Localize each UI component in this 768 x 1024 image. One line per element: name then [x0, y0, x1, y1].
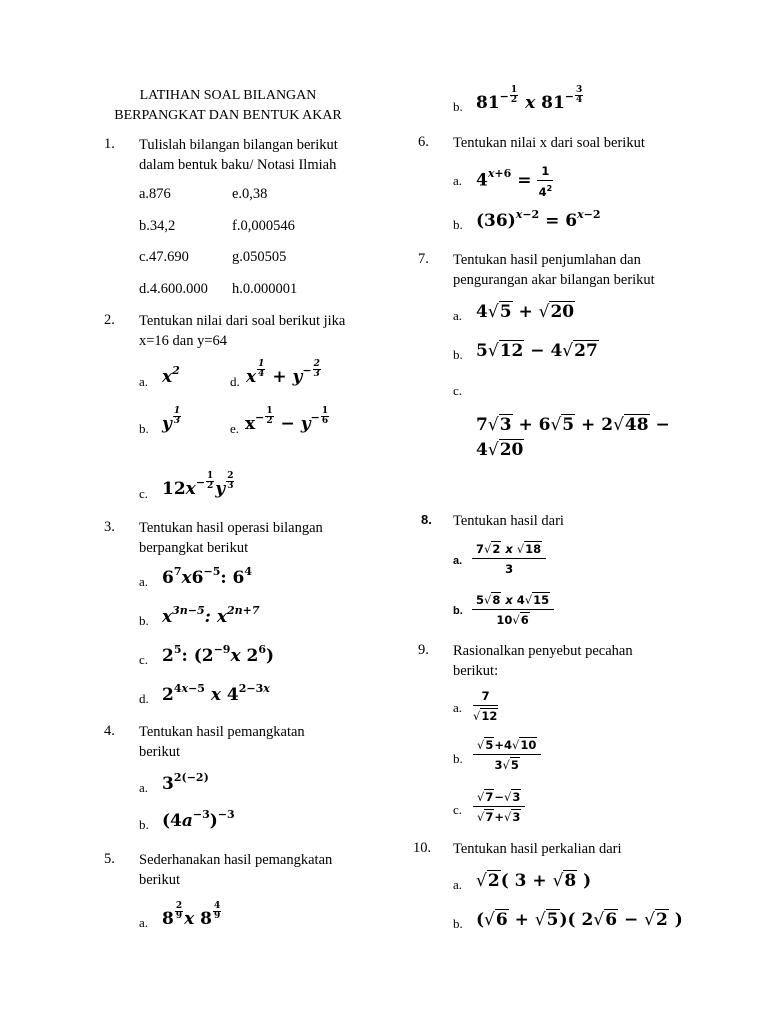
q8-expr-a: $\frac{7√2 x √18}{3}$ — [472, 541, 546, 578]
question-2-number: 2. — [104, 312, 115, 328]
question-2-text — [139, 311, 345, 351]
question-5-number: 5. — [104, 851, 115, 867]
q8-label-b: b. — [453, 605, 463, 617]
q2-label-d: d. — [230, 374, 240, 389]
question-5-text — [139, 850, 332, 890]
q7-expr-b: 5√12 − 4√27 — [476, 341, 598, 361]
q7-label-c: c. — [453, 383, 463, 398]
q7-label-a: a. — [453, 308, 463, 323]
q7-expr-c-line2: 4√20 — [476, 440, 524, 460]
q3-label-b: b. — [139, 613, 149, 628]
question-4-line-1: Tentukan hasil pemangkatan — [139, 724, 305, 740]
q1-item-h: h.0.000001 — [232, 281, 298, 297]
q5-label-a: a. — [139, 915, 149, 930]
question-10-number: 10. — [413, 840, 432, 856]
q1-item-d: d.4.600.000 — [139, 281, 208, 297]
q3-label-a: a. — [139, 574, 149, 589]
q5-expr-a: 8 $\frac{2}{9}$ x 8 $\frac{4}{9}$ — [162, 901, 221, 929]
question-7-line-2: pengurangan akar bilangan berikut — [453, 272, 655, 288]
question-9-line-2: berikut: — [453, 663, 499, 679]
q9-label-a: a. — [453, 700, 463, 715]
question-7-line-1: Tentukan hasil penjumlahan dan — [453, 252, 641, 268]
q2-expr-a: $x^2$ — [162, 364, 180, 387]
title-line-1: LATIHAN SOAL BILANGAN — [139, 88, 317, 103]
question-7-text — [453, 250, 655, 290]
question-1-line-2: dalam bentuk baku/ Notasi Ilmiah — [139, 157, 337, 173]
question-8-number: 8. — [421, 512, 432, 527]
q1-item-c: c.47.690 — [139, 249, 189, 265]
q4-label-b: b. — [139, 817, 149, 832]
question-9-text — [453, 641, 633, 681]
q2-label-a: a. — [139, 374, 149, 389]
question-2-line-1: Tentukan nilai dari soal berikut jika — [139, 313, 346, 329]
q3-label-d: d. — [139, 691, 149, 706]
question-9-line-1: Rasionalkan penyebut pecahan — [453, 643, 633, 659]
question-3-text — [139, 518, 323, 558]
q2-label-b: b. — [139, 421, 149, 436]
q1-item-e: e.0,38 — [232, 186, 268, 202]
q3-expr-b: $x^{3n-5}$: $x^{2n+7}$ — [162, 604, 260, 627]
q4-label-a: a. — [139, 780, 149, 795]
question-4-number: 4. — [104, 723, 115, 739]
q4-expr-a: $3^{2(-2)}$ — [162, 771, 209, 794]
q10-label-a: a. — [453, 877, 463, 892]
q7-expr-c-line1: 7√3 + 6√5 + 2√48 − — [476, 415, 670, 435]
question-3-line-1: Tentukan hasil operasi bilangan — [139, 520, 323, 536]
q10-expr-a: √2( 3 + √8 ) — [476, 871, 592, 891]
q6-label-b: b. — [453, 217, 463, 232]
q6-expr-b: $(36)^{x-2} = 6^{x-2}$ — [476, 208, 601, 231]
question-4-line-2: berikut — [139, 744, 181, 760]
question-3-line-2: berpangkat berikut — [139, 540, 249, 556]
q9-expr-c: $\frac{√7-√3}{√7+√3}$ — [473, 789, 525, 826]
question-5-line-2: berikut — [139, 872, 181, 888]
q5-expr-b: 81− $\frac{1}{2}$ x 81− $\frac{3}{4}$ — [476, 85, 583, 113]
q2-expr-c: 12x− $\frac{1}{2}$ y $\frac{2}{3}$ — [162, 471, 234, 499]
q3-label-c: c. — [139, 652, 149, 667]
question-5-line-1: Sederhanakan hasil pemangkatan — [139, 852, 333, 868]
question-6-text: Tentukan nilai x dari soal berikut — [453, 135, 645, 151]
q9-label-c: c. — [453, 802, 463, 817]
q1-item-a: a.876 — [139, 186, 171, 202]
q1-item-f: f.0,000546 — [232, 218, 295, 234]
q2-label-c: c. — [139, 486, 149, 501]
q9-expr-b: $\frac{√5+4√10}{3√5}$ — [473, 737, 541, 774]
q3-expr-a: $6^7x6^{-5}$: $6^4$ — [162, 565, 253, 588]
question-6-number: 6. — [418, 134, 429, 150]
question-1-line-1: Tulislah bilangan bilangan berikut — [139, 137, 338, 153]
q3-expr-d: $2^{4x-5}$ x $4^{2-3x}$ — [162, 682, 270, 705]
q9-expr-a: $\frac{7}{√12}$ — [473, 689, 498, 723]
q2-expr-d: x $\frac{1}{4}$ + y− $\frac{2}{3}$ — [246, 359, 320, 387]
q5-label-b: b. — [453, 99, 463, 114]
q2-expr-e: x− $\frac{1}{2}$ − y− $\frac{1}{6}$ — [245, 406, 329, 434]
q2-expr-b: y $\frac{1}{3}$ — [162, 406, 181, 434]
q1-item-g: g.050505 — [232, 249, 287, 265]
q7-expr-a: 4√5 + √20 — [476, 302, 575, 322]
q4-expr-b: $(4a^{-3})^{-3}$ — [162, 808, 235, 831]
q9-label-b: b. — [453, 751, 463, 766]
question-1-number: 1. — [104, 136, 115, 152]
question-4-text — [139, 722, 305, 762]
title-line-2: BERPANGKAT DAN BENTUK AKAR — [114, 108, 342, 123]
question-7-number: 7. — [418, 251, 429, 267]
q6-expr-a: $4^{x+6}$ = $\frac{1}{4^2}$ — [476, 164, 553, 199]
question-1-text — [139, 135, 338, 175]
question-2-line-2: x=16 dan y=64 — [139, 333, 228, 349]
q2-label-e: e. — [230, 421, 240, 436]
question-10-text: Tentukan hasil perkalian dari — [453, 841, 622, 857]
q10-label-b: b. — [453, 916, 463, 931]
q8-label-a: a. — [453, 555, 463, 567]
question-8-text: Tentukan hasil dari — [453, 513, 564, 529]
q10-expr-b: (√6 + √5)( 2√6 − √2 ) — [476, 910, 683, 930]
q6-label-a: a. — [453, 173, 463, 188]
question-3-number: 3. — [104, 519, 115, 535]
q7-label-b: b. — [453, 347, 463, 362]
worksheet-title — [108, 86, 348, 126]
q8-expr-b: $\frac{5√8 x 4√15}{10√6}$ — [472, 592, 554, 629]
question-9-number: 9. — [418, 642, 429, 658]
q3-expr-c: $2^5$: ($2^{-9}x$ $2^6$) — [162, 643, 275, 666]
q1-item-b: b.34,2 — [139, 218, 176, 234]
